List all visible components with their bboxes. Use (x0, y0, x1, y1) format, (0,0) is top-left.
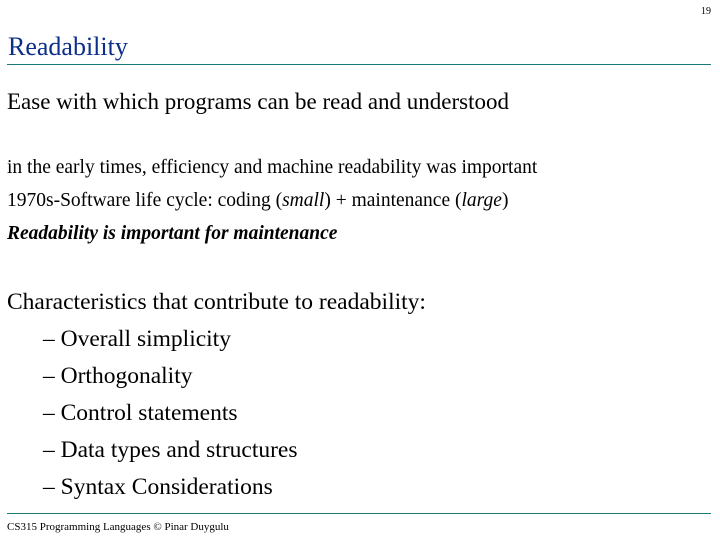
point-maintenance: Readability is important for maintenance (7, 223, 338, 244)
footer-divider (7, 513, 711, 514)
life-cycle-text-2: ) + maintenance ( (324, 190, 462, 211)
slide-title: Readability (8, 32, 128, 61)
list-item-orthogonality: – Orthogonality (43, 363, 193, 389)
life-cycle-large: large (461, 190, 502, 211)
title-divider (7, 64, 711, 65)
page-number: 19 (701, 6, 711, 17)
characteristics-section (7, 284, 426, 506)
footer-text: CS315 Programming Languages © Pinar Duygulu (7, 521, 229, 533)
list-item-syntax: – Syntax Considerations (43, 474, 273, 500)
life-cycle-small: small (282, 190, 325, 211)
life-cycle-text-3: ) (501, 190, 509, 211)
list-item-data-types: – Data types and structures (43, 437, 298, 463)
key-points (7, 151, 537, 250)
life-cycle-text-1: 1970s-Software life cycle: coding ( (7, 190, 283, 211)
list-item-control-statements: – Control statements (43, 400, 238, 426)
point-efficiency: in the early times, efficiency and machine readability was important (7, 157, 538, 178)
list-item-overall-simplicity: – Overall simplicity (43, 326, 231, 352)
characteristics-list (7, 321, 426, 506)
slide-subtitle: Ease with which programs can be read and understood (7, 89, 510, 114)
characteristics-heading: Characteristics that contribute to readability: (7, 289, 426, 315)
point-software-life-cycle (7, 184, 537, 217)
